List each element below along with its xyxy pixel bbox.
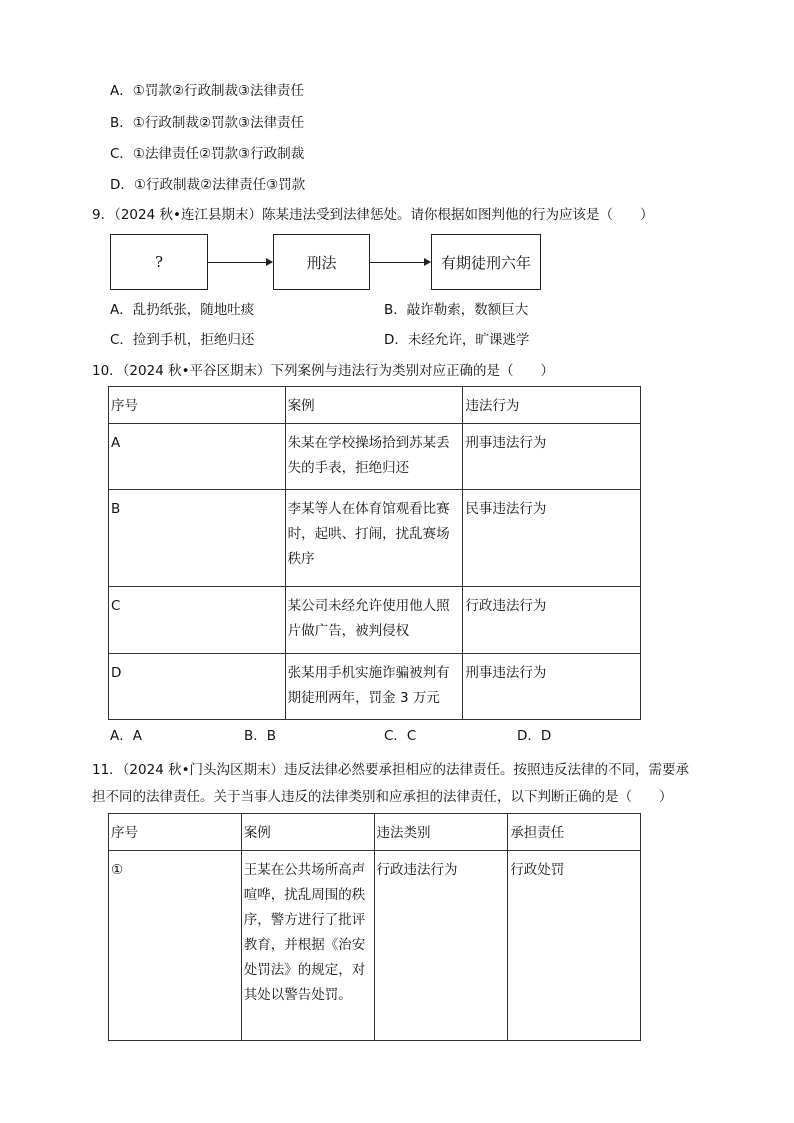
table-cell: 行政处罚 xyxy=(508,851,641,1041)
flow-box-criminal-law xyxy=(273,234,370,290)
q8-option-d: D．①行政制裁②法律责任③罚款 xyxy=(110,177,306,193)
flow-box-unknown xyxy=(110,234,208,290)
q10-option-a: A．A xyxy=(110,728,142,744)
flow-box-criminal-law-label: 刑法 xyxy=(306,253,337,272)
table-cell: 某公司未经允许使用他人照片做广告，被判侵权 xyxy=(285,587,463,654)
table-row xyxy=(109,424,641,490)
table-row xyxy=(109,654,641,720)
table-cell: D xyxy=(109,654,286,720)
table-cell: 行政违法行为 xyxy=(463,587,641,654)
table-cell: 刑事违法行为 xyxy=(463,654,641,720)
q11-stem-line-2: 担不同的法律责任。关于当事人违反的法律类别和应承担的法律责任，以下判断正确的是（ ） xyxy=(92,789,673,805)
q10-stem: 10．（2024 秋•平谷区期末）下列案例与违法行为类别对应正确的是（ ） xyxy=(92,363,555,379)
q10-option-b: B．B xyxy=(244,728,277,744)
q11-table xyxy=(108,813,641,1041)
table-cell: A xyxy=(109,424,286,490)
flow-box-sentence-label: 有期徒刑六年 xyxy=(440,253,531,272)
table-cell: B xyxy=(109,490,286,587)
flow-box-unknown-label: ? xyxy=(154,253,164,271)
table-cell: C xyxy=(109,587,286,654)
table-header-cell: 序号 xyxy=(109,814,242,851)
q8-option-a: A．①罚款②行政制裁③法律责任 xyxy=(110,83,305,99)
table-cell: 刑事违法行为 xyxy=(463,424,641,490)
flow-arrow-2 xyxy=(370,262,430,263)
table-cell: 朱某在学校操场拾到苏某丢失的手表，拒绝归还 xyxy=(285,424,463,490)
table-header-row xyxy=(109,814,641,851)
table-header-cell: 案例 xyxy=(241,814,374,851)
table-cell: 行政违法行为 xyxy=(374,851,508,1041)
q10-table xyxy=(108,386,641,720)
flow-box-sentence xyxy=(431,234,541,290)
q8-option-c: C．①法律责任②罚款③行政制裁 xyxy=(110,146,305,162)
q11-stem-line-1: 11．（2024 秋•门头沟区期末）违反法律必然要承担相应的法律责任。按照违反法律的不同，需要承 xyxy=(92,762,690,778)
q10-option-c: C．C xyxy=(384,728,417,744)
table-header-cell: 承担责任 xyxy=(508,814,641,851)
table-cell: 李某等人在体育馆观看比赛时，起哄、打闹，扰乱赛场秩序 xyxy=(285,490,463,587)
q8-option-b: B．①行政制裁②罚款③法律责任 xyxy=(110,115,305,131)
q9-option-a: A．乱扔纸张，随地吐痰 xyxy=(110,302,255,318)
q9-stem: 9．（2024 秋•连江县期末）陈某违法受到法律惩处。请你根据如图判他的行为应该是（ ） xyxy=(92,207,654,223)
table-header-cell: 违法行为 xyxy=(463,387,641,424)
table-row xyxy=(109,490,641,587)
table-row xyxy=(109,587,641,654)
table-header-row xyxy=(109,387,641,424)
table-header-cell: 违法类别 xyxy=(374,814,508,851)
q9-option-d: D．未经允许，旷课逃学 xyxy=(384,332,530,348)
table-header-cell: 案例 xyxy=(285,387,463,424)
table-header-cell: 序号 xyxy=(109,387,286,424)
table-cell: 张某用手机实施诈骗被判有期徒刑两年，罚金 3 万元 xyxy=(285,654,463,720)
q9-option-c: C．捡到手机，拒绝归还 xyxy=(110,332,255,348)
flow-arrow-1 xyxy=(208,262,272,263)
q9-option-b: B．敲诈勒索，数额巨大 xyxy=(384,302,529,318)
table-cell: 民事违法行为 xyxy=(463,490,641,587)
table-cell: 王某在公共场所高声喧哗，扰乱周围的秩序，警方进行了批评教育，并根据《治安处罚法》的规定，对其处以警告处罚。 xyxy=(241,851,374,1041)
table-row xyxy=(109,851,641,1041)
q10-option-d: D．D xyxy=(517,728,552,744)
table-cell: ① xyxy=(109,851,242,1041)
